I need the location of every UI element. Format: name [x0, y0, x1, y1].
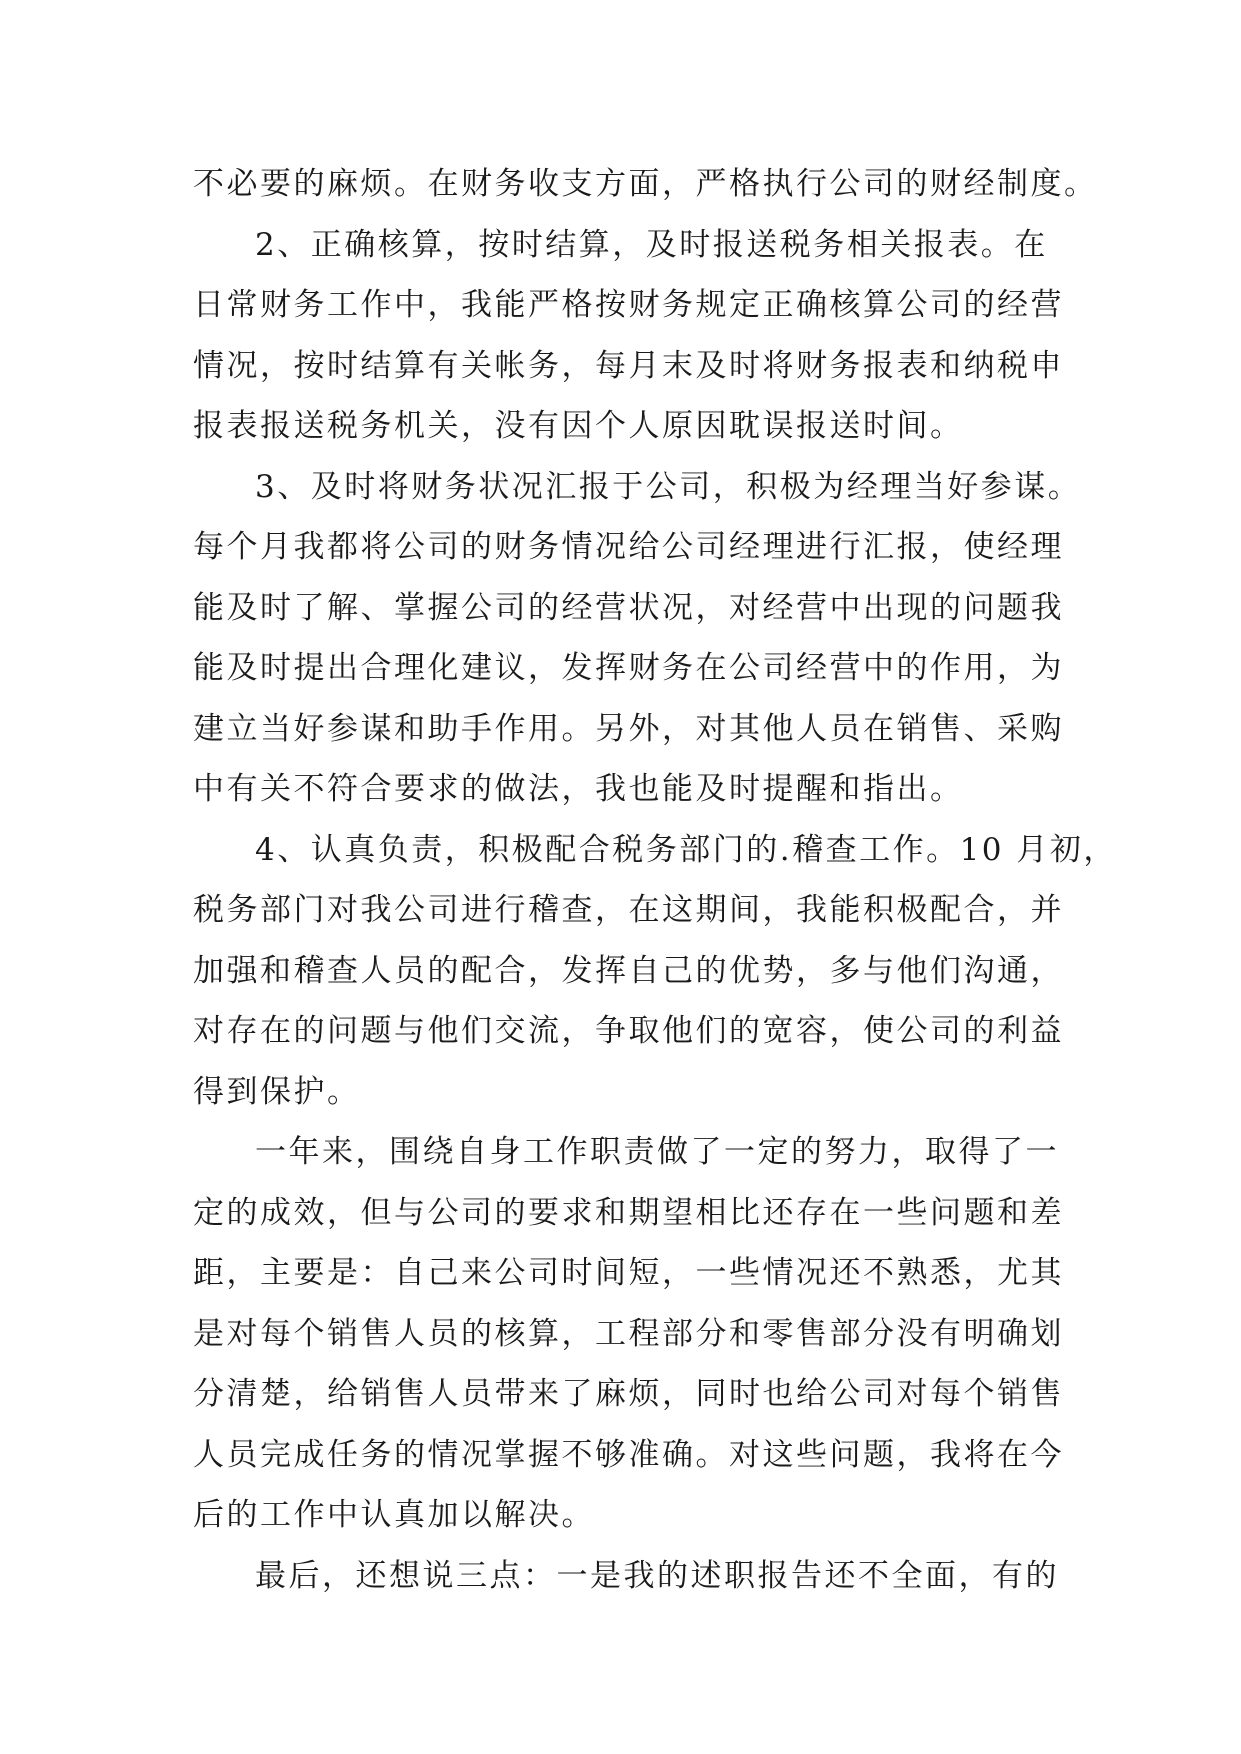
text-line: 报表报送税务机关，没有因个人原因耽误报送时间。 — [193, 408, 964, 444]
text-line: 3、及时将财务状况汇报于公司，积极为经理当好参谋。 — [255, 468, 1082, 505]
text-line: 建立当好参谋和助手作用。另外，对其他人员在销售、采购 — [193, 710, 1064, 747]
text-line: 税务部门对我公司进行稽查，在这期间，我能积极配合，并 — [193, 892, 1064, 928]
text-line: 不必要的麻烦。在财务收支方面，严格执行公司的财经制度。 — [193, 166, 1098, 202]
text-line: 分清楚，给销售人员带来了麻烦，同时也给公司对每个销售 — [193, 1376, 1064, 1412]
text-line: 得到保护。 — [193, 1073, 361, 1110]
text-line: 加强和稽查人员的配合，发挥自己的优势，多与他们沟通， — [193, 952, 1064, 989]
text-line: 定的成效，但与公司的要求和期望相比还存在一些问题和差 — [193, 1194, 1064, 1231]
text-line: 人员完成任务的情况掌握不够准确。对这些问题，我将在今 — [193, 1436, 1064, 1473]
text-line: 对存在的问题与他们交流，争取他们的宽容，使公司的利益 — [193, 1013, 1064, 1049]
text-line: 日常财务工作中，我能严格按财务规定正确核算公司的经营 — [193, 287, 1064, 323]
text-line: 是对每个销售人员的核算，工程部分和零售部分没有明确划 — [193, 1315, 1064, 1352]
text-line: 能及时了解、掌握公司的经营状况，对经营中出现的问题我 — [193, 589, 1064, 626]
text-line: 距，主要是：自己来公司时间短，一些情况还不熟悉，尤其 — [193, 1255, 1064, 1291]
text-line: 能及时提出合理化建议，发挥财务在公司经营中的作用，为 — [193, 650, 1064, 686]
text-line: 每个月我都将公司的财务情况给公司经理进行汇报，使经理 — [193, 529, 1064, 565]
text-line: 情况，按时结算有关帐务，每月末及时将财务报表和纳税申 — [193, 347, 1064, 384]
body-text — [193, 154, 1117, 1606]
text-line: 中有关不符合要求的做法，我也能及时提醒和指出。 — [193, 771, 964, 807]
text-line: 2、正确核算，按时结算，及时报送税务相关报表。在 — [255, 226, 1048, 263]
text-line: 最后，还想说三点：一是我的述职报告还不全面，有的 — [255, 1557, 1059, 1594]
text-line: 一年来，围绕自身工作职责做了一定的努力，取得了一 — [255, 1134, 1059, 1170]
text-line: 4、认真负责，积极配合税务部门的.稽查工作。10 月初， — [255, 831, 1117, 868]
text-line: 后的工作中认真加以解决。 — [193, 1497, 595, 1533]
